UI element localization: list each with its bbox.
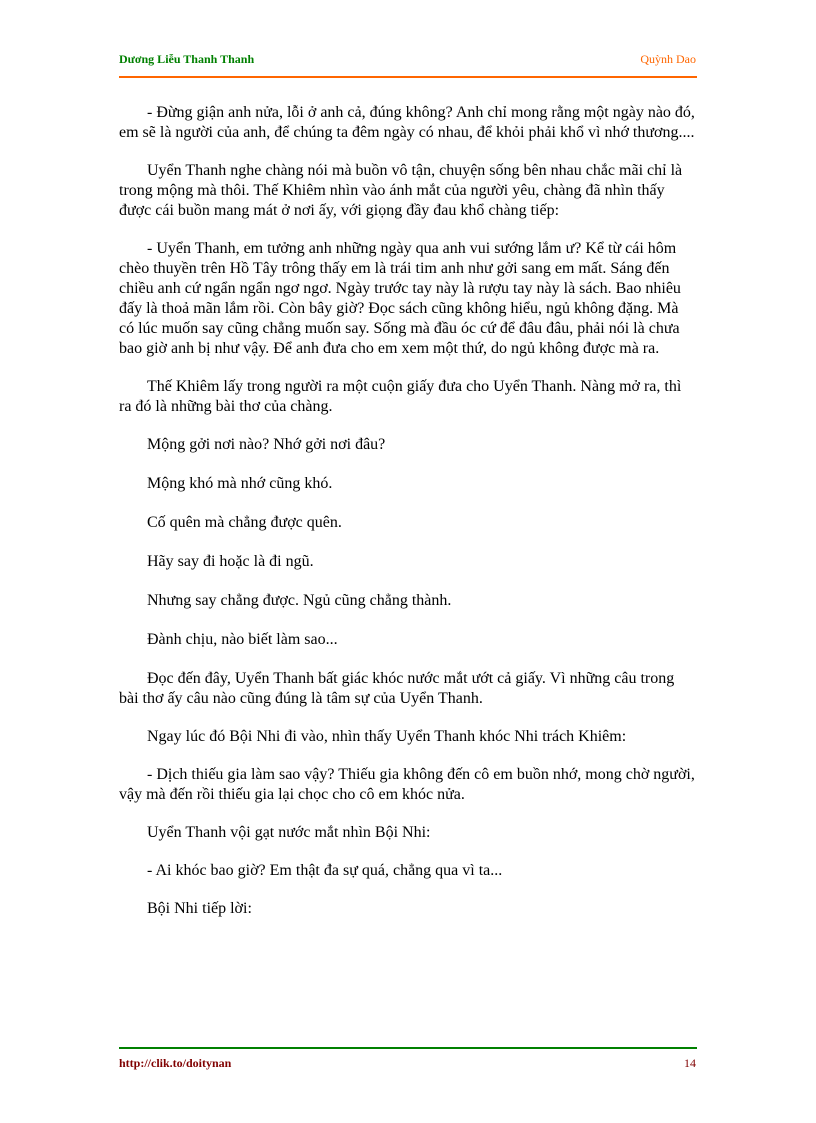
paragraph: Uyển Thanh nghe chàng nói mà buồn vô tận, chuyện sống bên nhau chắc mãi chỉ là trong mộng mà thôi. Thế Khiêm nhìn vào ánh mắt của người yêu, chàng đã nhìn thấy được cái buồn mang mát ở nơi ấy, với giọng đầy đau khổ chàng tiếp: <box>119 162 683 219</box>
poem-line: Đành chịu, nào biết làm sao... <box>147 631 338 648</box>
poem-line: Hãy say đi hoặc là đi ngũ. <box>147 553 314 570</box>
header-book-title: Dương Liễu Thanh Thanh <box>119 52 255 66</box>
paragraph: Thế Khiêm lấy trong người ra một cuộn giấy đưa cho Uyển Thanh. Nàng mở ra, thì ra đó là những bài thơ của chàng. <box>119 378 682 415</box>
header-author: Quỳnh Dao <box>640 52 696 66</box>
page-body <box>119 103 697 937</box>
paragraph: Bội Nhi tiếp lời: <box>147 900 252 917</box>
footer-link[interactable]: http://clik.to/doitynan <box>119 1056 232 1070</box>
poem-line: Nhưng say chẳng được. Ngủ cũng chẳng thành. <box>147 592 452 609</box>
paragraph: Ngay lúc đó Bội Nhi đi vào, nhìn thấy Uyển Thanh khóc Nhi trách Khiêm: <box>147 728 627 745</box>
paragraph: Uyển Thanh vội gạt nước mắt nhìn Bội Nhi: <box>147 824 431 841</box>
page-number: 14 <box>684 1056 696 1070</box>
header-divider <box>119 76 697 78</box>
paragraph: - Dịch thiếu gia làm sao vậy? Thiếu gia không đến cô em buồn nhớ, mong chờ người, vậy mà đến rồi thiếu gia lại chọc cho cô em khóc nửa. <box>119 766 695 803</box>
paragraph: - Uyển Thanh, em tưởng anh những ngày qua anh vui sướng lắm ư? Kể từ cái hôm chèo thuyền trên Hồ Tây trông thấy em là trái tim anh như gởi sang em mất. Sáng đến chiều anh cứ ngẩn ngẩn ngơ ngơ. Ngày trước tay này là rượu tay này là sách. Bao nhiêu đấy là thoả mãn lắm rồi. Còn bây giờ? Đọc sách cũng không hiểu, ngủ không đặng. Mà có lúc muốn say cũng chẳng muốn say. Sống mà đầu óc cứ để đâu đâu, phải nói là chưa bao giờ anh bị như vậy. Để anh đưa cho em xem một thứ, do ngủ không được mà ra. <box>119 240 681 357</box>
poem-line: Mộng gởi nơi nào? Nhớ gởi nơi đâu? <box>147 436 386 453</box>
poem-line: Cố quên mà chẳng được quên. <box>147 514 342 531</box>
paragraph: - Đừng giận anh nửa, lỗi ở anh cả, đúng không? Anh chỉ mong rằng một ngày nào đó, em sẽ là người của anh, để chúng ta đêm ngày có nhau, để khỏi phải khổ vì nhớ thương.... <box>119 104 695 141</box>
paragraph: - Ai khóc bao giờ? Em thật đa sự quá, chẳng qua vì ta... <box>147 862 503 879</box>
poem-line: Mộng khó mà nhớ cũng khó. <box>147 475 333 492</box>
paragraph: Đọc đến đây, Uyển Thanh bất giác khóc nước mắt ướt cả giấy. Vì những câu trong bài thơ ấy câu nào cũng đúng là tâm sự của Uyển Thanh. <box>119 670 675 707</box>
footer-divider <box>119 1047 697 1049</box>
